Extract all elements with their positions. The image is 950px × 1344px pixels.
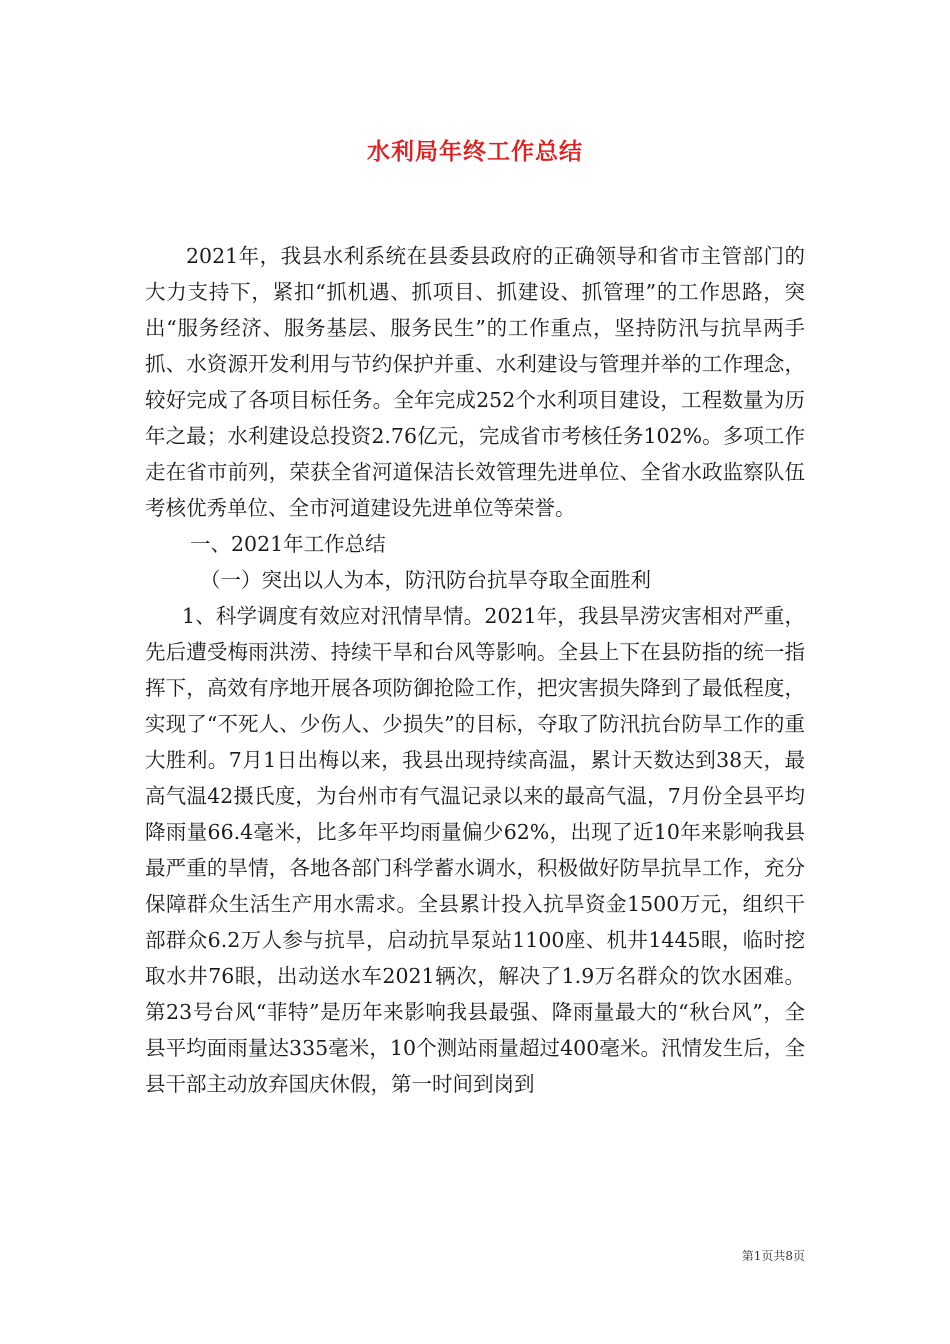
section-heading: 一、2021年工作总结 [190, 532, 386, 556]
page-number: 第1页共8页 [741, 1249, 805, 1263]
section-paragraph: 1、科学调度有效应对汛情旱情。2021年，我县旱涝灾害相对严重，先后遭受梅雨洪涝、持续干旱和台风等影响。全县上下在县防指的统一指挥下，高效有序地开展各项防御抢险工作，把灾害损失降到了最低程度，实现了“不死人、少伤人、少损失”的目标，夺取了防汛抗台防旱工作的重大胜利。7月1日出梅以来，我县出现持续高温，累计天数达到38天，最高气温42摄氏度，为台州市有气温记录以来的最高气温，7月份全县平均降雨量66.4毫米，比多年平均雨量偏少62%，出现了近10年来影响我县最严重的旱情，各地各部门科学蓄水调水，积极做好防旱抗旱工作，充分保障群众生活生产用水需求。全县累计投入抗旱资金1500万元，组织干部群众6.2万人参与抗旱，启动抗旱泵站1100座、机井1445眼，临时挖取水井76眼，出动送水车2021辆次，解决了1.9万名群众的饮水困难。第23号台风“菲特”是历年来影响我县最强、降雨量最大的“秋台风”，全县平均面雨量达335毫米，10个测站雨量超过400毫米。汛情发生后，全县干部主动放弃国庆休假，第一时间到岗到 [145, 604, 805, 1096]
document-body [145, 238, 805, 1102]
document-title: 水利局年终工作总结 [367, 138, 583, 165]
subsection-heading: （一）突出以人为本，防汛防台抗旱夺取全面胜利 [200, 568, 651, 592]
intro-paragraph: 2021年，我县水利系统在县委县政府的正确领导和省市主管部门的大力支持下，紧扣“抓机遇、抓项目、抓建设、抓管理”的工作思路，突出“服务经济、服务基层、服务民生”的工作重点，坚持防汛与抗旱两手抓、水资源开发利用与节约保护并重、水利建设与管理并举的工作理念，较好完成了各项目标任务。全年完成252个水利项目建设，工程数量为历年之最；水利建设总投资2.76亿元，完成省市考核任务102%。多项工作走在省市前列，荣获全省河道保洁长效管理先进单位、全省水政监察队伍考核优秀单位、全市河道建设先进单位等荣誉。 [145, 244, 805, 520]
